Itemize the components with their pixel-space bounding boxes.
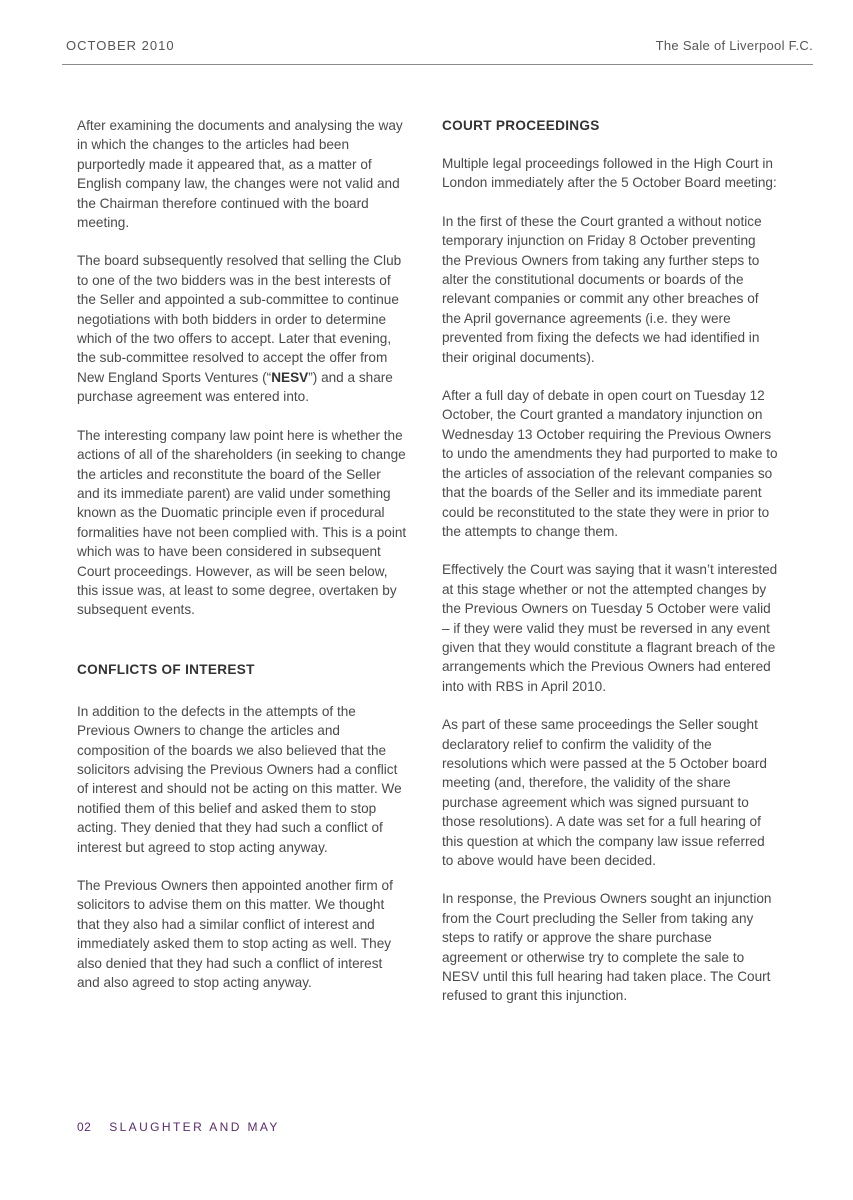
paragraph-text: The board subsequently resolved that selling the Club to one of the two bidders was in the best interests of the Seller and appointed a sub-committee to continue negotiations with both bidders in order to determine which of the two offers to accept. Later that evening, the sub-committee resolved to accept the offer from New England Sports Ventures (“ — [77, 253, 402, 385]
paragraph: After a full day of debate in open court on Tuesday 12 October, the Court granted a mandatory injunction on Wednesday 13 October requiring the Previous Owners to undo the amendments they had purported to make to the articles of association of the relevant companies so that the boards of the Seller and its immediate parent could be reconstituted to the state they were in prior to the attempts to change them. — [442, 388, 778, 539]
paragraph — [77, 251, 407, 406]
page-footer — [77, 1120, 280, 1134]
header-title: The Sale of Liverpool F.C. — [655, 38, 813, 53]
paragraph: After examining the documents and analysing the way in which the changes to the articles had been purportedly made it appeared that, as a matter of English company law, the changes were not valid and the Chairman therefore continued with the board meeting. — [77, 118, 403, 231]
page-number: 02 — [77, 1120, 92, 1134]
paragraph: In addition to the defects in the attempts of the Previous Owners to change the articles and composition of the boards we also believed that the solicitors advising the Previous Owners had a conflict of interest and should not be acting on this matter. We notified them of this belief and asked them to stop acting. They denied that they had such a conflict of interest but agreed to stop acting anyway. — [77, 703, 402, 855]
header-date: OCTOBER 2010 — [66, 38, 175, 53]
header-divider — [62, 64, 813, 65]
paragraph: In the first of these the Court granted a without notice temporary injunction on Friday 8 October preventing the Previous Owners from taking any further steps to alter the constitutional documents or boards of the relevant companies or commit any other breaches of the April governance agreements (i.e. they were prevented from fixing the defects we had identified in their original documents). — [442, 213, 762, 365]
page-header — [0, 0, 853, 64]
paragraph: The interesting company law point here is whether the actions of all of the shareholders (in seeking to change the articles and reconstitute the board of the Seller and its immediate parent) are valid under something known as the Duomatic principle even if procedural formalities have not been complied with. This is a point which was to have been considered in subsequent Court proceedings. However, as will be seen below, this issue was, at least to some degree, overtaken by subsequent events. — [77, 427, 407, 618]
firm-name: SLAUGHTER AND MAY — [109, 1120, 280, 1134]
left-column — [77, 116, 407, 1011]
section-heading-court: COURT PROCEEDINGS — [442, 118, 600, 133]
paragraph-text: ”) and a share purchase agreement was entered into. — [77, 369, 393, 405]
paragraph: The Previous Owners then appointed another firm of solicitors to advise them on this matter. We thought that they also had a similar conflict of interest and immediately asked them to stop acting as well. They also denied that they had such a conflict of interest and also agreed to stop acting anyway. — [77, 878, 393, 991]
paragraph: In response, the Previous Owners sought an injunction from the Court precluding the Seller from taking any steps to ratify or approve the share purchase agreement or otherwise try to complete the sale to NESV until this full hearing had taken place. The Court refused to grant this injunction. — [442, 891, 772, 1004]
section-heading-conflicts: CONFLICTS OF INTEREST — [77, 661, 255, 677]
paragraph: As part of these same proceedings the Seller sought declaratory relief to confirm the validity of the resolutions which were passed at the 5 October board meeting (and, therefore, the validity of the share purchase agreement which was signed pursuant to those resolutions). A date was set for a full hearing of this question at which the company law issue referred to above would have been decided. — [442, 717, 767, 868]
nesv-term: NESV — [271, 369, 309, 385]
paragraph: Effectively the Court was saying that it wasn’t interested at this stage whether or not the attempted changes by the Previous Owners on Tuesday 5 October were valid – if they were valid they must be reversed in any event given that they would constitute a flagrant breach of the arrangements which the Previous Owners had entered into with RBS in April 2010. — [442, 562, 778, 694]
paragraph: Multiple legal proceedings followed in the High Court in London immediately after the 5 October Board meeting: — [442, 156, 777, 191]
right-column — [442, 116, 778, 1025]
